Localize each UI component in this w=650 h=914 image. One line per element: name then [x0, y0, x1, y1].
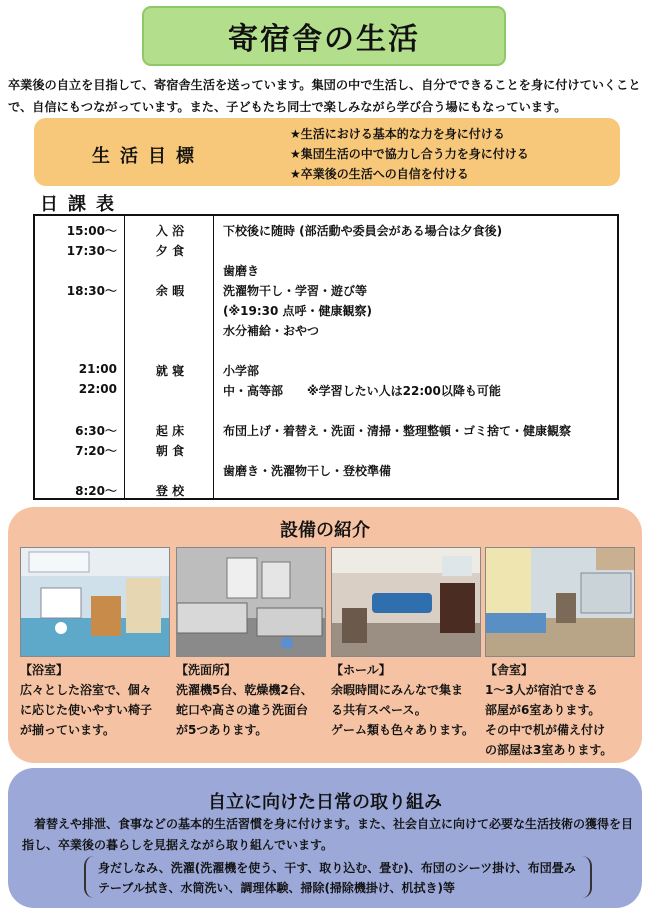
dormroom-photo — [485, 547, 635, 657]
schedule-time: 6:30～ — [75, 424, 117, 438]
goal-item: ★卒業後の生活への自信を付ける — [290, 167, 469, 181]
equipment-caption-hall — [331, 660, 481, 740]
schedule-note: 歯磨き — [223, 264, 260, 278]
schedule-activity: 夕 食 — [155, 244, 185, 258]
caption-line: 蛇口や高さの違う洗面台 — [176, 703, 309, 717]
caption-title: 【浴室】 — [20, 663, 69, 677]
caption-line: が揃っています。 — [20, 723, 116, 737]
caption-line: に応じた使いやすい椅子 — [20, 703, 153, 717]
equipment-heading: 設備の紹介 — [280, 520, 370, 541]
schedule-table — [33, 214, 619, 500]
schedule-activity: 登 校 — [155, 484, 185, 498]
schedule-note: 歯磨き・洗濯物干し・登校準備 — [223, 464, 392, 478]
caption-line: ゲーム類も色々あります。 — [331, 723, 475, 737]
caption-line: 1～3人が宿泊できる — [485, 683, 598, 697]
independence-examples — [84, 856, 592, 898]
schedule-time: 17:30～ — [66, 244, 117, 258]
schedule-time: 8:20～ — [75, 484, 117, 498]
equipment-caption-washroom — [176, 660, 326, 740]
example-line: テーブル拭き、水筒洗い、調理体験、掃除(掃除機掛け、机拭き)等 — [98, 881, 455, 895]
schedule-activity: 入 浴 — [155, 224, 185, 238]
washroom-photo — [176, 547, 326, 657]
caption-line: の部屋は3室あります。 — [485, 743, 613, 757]
example-line: 身だしなみ、洗濯(洗濯機を使う、干す、取り込む、畳む)、布団のシーツ掛け、布団畳み — [98, 861, 576, 875]
schedule-activity: 就 寝 — [155, 364, 185, 378]
equipment-caption-dormroom — [485, 660, 635, 760]
schedule-note: 布団上げ・着替え・洗面・清掃・整理整頓・ゴミ捨て・健康観察 — [223, 424, 572, 438]
column-divider — [124, 216, 125, 498]
caption-line: 広々とした浴室で、個々 — [20, 683, 152, 697]
caption-title: 【洗面所】 — [176, 663, 237, 677]
schedule-activity: 起 床 — [155, 424, 185, 438]
schedule-time: 21:00 — [78, 362, 117, 376]
schedule-activity: 朝 食 — [155, 444, 185, 458]
schedule-time: 22:00 — [78, 382, 117, 396]
caption-line: 部屋が6室あります。 — [485, 703, 601, 717]
equipment-caption-bathroom — [20, 660, 170, 740]
caption-title: 【舎室】 — [485, 663, 534, 677]
independence-heading: 自立に向けた日常の取り組み — [208, 792, 442, 813]
intro-text: 卒業後の自立を目指して、寄宿舎生活を送っています。集団の中で生活し、自分でできることを身に付けていくことで、自信にもつながっています。また、子どもたち同士で楽しみながら学び合う場にもなっています。 — [8, 78, 641, 114]
schedule-note: (※19:30 点呼・健康観察) — [223, 304, 373, 318]
independence-text: 着替えや排泄、食事などの基本的生活習慣を身に付けます。また、社会自立に向けて必要な生活技術の獲得を目指し、卒業後の暮らしを見据えながら取り組んでいます。 — [22, 817, 634, 852]
schedule-time: 7:20～ — [75, 444, 117, 458]
caption-line: 余暇時間にみんなで集ま — [331, 683, 464, 697]
schedule-heading: 日課表 — [40, 194, 124, 215]
schedule-note: 中・高等部 ※学習したい人は22:00以降も可能 — [223, 384, 501, 398]
goal-item: ★生活における基本的な力を身に付ける — [290, 127, 505, 141]
schedule-activity: 余 暇 — [155, 284, 185, 298]
goals-heading: 生活目標 — [92, 146, 204, 167]
schedule-note: 洗濯物干し・学習・遊び等 — [223, 284, 368, 298]
page-title: 寄宿舎の生活 — [142, 6, 506, 66]
schedule-note: 下校後に随時 (部活動や委員会がある場合は夕食後) — [223, 224, 503, 238]
schedule-time: 15:00～ — [66, 224, 117, 238]
caption-line: 洗濯機5台、乾燥機2台、 — [176, 683, 313, 697]
schedule-note: 水分補給・おやつ — [223, 324, 320, 338]
caption-title: 【ホール】 — [331, 663, 391, 677]
schedule-note: 小学部 — [223, 364, 260, 378]
schedule-time: 18:30～ — [66, 284, 117, 298]
column-divider — [213, 216, 214, 498]
goal-item: ★集団生活の中で協力し合う力を身に付ける — [290, 147, 529, 161]
caption-line: が5つあります。 — [176, 723, 268, 737]
goals-list — [290, 124, 529, 184]
bathroom-photo — [20, 547, 170, 657]
caption-line: その中で机が備え付け — [485, 723, 606, 737]
hall-photo — [331, 547, 481, 657]
caption-line: る共有スペース。 — [331, 703, 427, 717]
